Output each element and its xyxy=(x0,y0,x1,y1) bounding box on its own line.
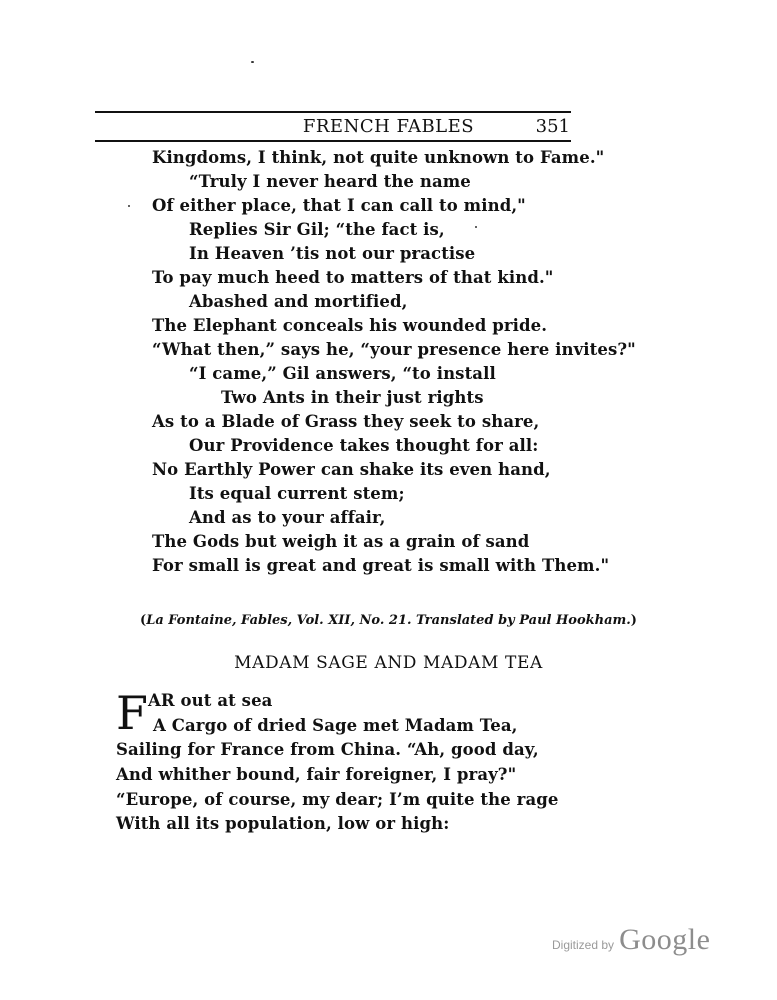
fable-line: “What then,” says he, “your presence here invites?" xyxy=(152,340,636,359)
fable-line: Our Providence takes thought for all: xyxy=(189,436,539,455)
fable-line: In Heaven ’tis not our practise xyxy=(189,244,476,263)
fable-line: “Truly I never heard the name xyxy=(189,172,471,191)
poem-line: A Cargo of dried Sage met Madam Tea, xyxy=(153,716,518,735)
fable-line: Abashed and mortified, xyxy=(189,292,408,311)
page-number: 351 xyxy=(535,116,570,137)
poem-line: Sailing for France from China. “Ah, good day, xyxy=(116,740,539,759)
scan-speck xyxy=(251,61,254,63)
fable-line: And as to your affair, xyxy=(189,508,386,527)
poem-title: MADAM SAGE AND MADAM TEA xyxy=(234,653,543,673)
fable-line: Replies Sir Gil; “the fact is, xyxy=(189,220,445,239)
citation-open-paren: ( xyxy=(140,613,147,628)
fable-line: For small is great and great is small with Them." xyxy=(152,556,610,575)
scan-speck xyxy=(475,226,477,228)
fable-line: As to a Blade of Grass they seek to share, xyxy=(152,412,540,431)
poem-line: “Europe, of course, my dear; I’m quite the rage xyxy=(116,790,559,809)
watermark-prefix: Digitized by xyxy=(552,938,615,952)
drop-cap: F xyxy=(116,686,148,740)
poem-line: And whither bound, fair foreigner, I pray?" xyxy=(116,765,517,784)
fable-line: Kingdoms, I think, not quite unknown to Fame." xyxy=(152,148,605,167)
fable-line: The Gods but weigh it as a grain of sand xyxy=(152,532,530,551)
fable-line: Two Ants in their just rights xyxy=(221,388,484,407)
fable-line: To pay much heed to matters of that kind." xyxy=(152,268,554,287)
poem-line: AR out at sea xyxy=(148,691,273,710)
fable-line: Of either place, that I can call to mind," xyxy=(152,196,526,215)
header-rule-bottom xyxy=(95,140,571,142)
fable-line: Its equal current stem; xyxy=(189,484,405,503)
fable-line: No Earthly Power can shake its even hand, xyxy=(152,460,551,479)
fable-line: “I came,” Gil answers, “to install xyxy=(189,364,496,383)
header-rule-top xyxy=(95,111,571,113)
digitized-watermark xyxy=(552,923,710,957)
watermark-brand: Google xyxy=(619,923,711,956)
running-title: FRENCH FABLES xyxy=(302,116,475,137)
scan-speck xyxy=(128,205,130,207)
citation-text: La Fontaine, Fables, Vol. XII, No. 21. Translated by Paul Hookham. xyxy=(146,613,631,628)
citation-close-paren: ) xyxy=(630,613,637,628)
poem-line: With all its population, low or high: xyxy=(116,814,450,833)
source-citation xyxy=(0,613,777,628)
fable-line: The Elephant conceals his wounded pride. xyxy=(152,316,548,335)
